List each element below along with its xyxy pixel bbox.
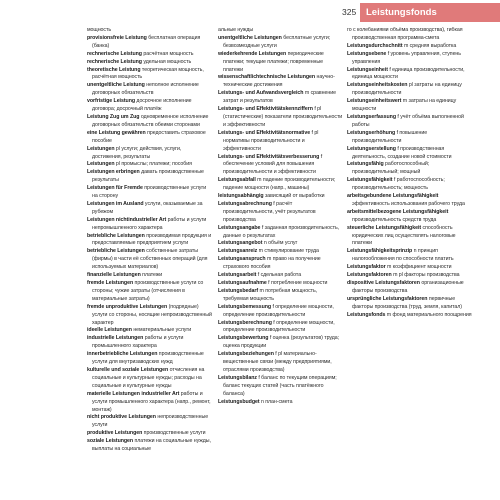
dictionary-entry [347,98,472,114]
headword: Leistungsdurchschnitt [347,42,403,49]
headword: Leistungserstellung [347,145,396,152]
translation: (подрядные) услуги со стороны, носящие непроизводственный характер [92,303,212,326]
headword: Leistungseinheit [347,66,388,73]
dictionary-entry [87,185,212,201]
headword: Leistungseinheitswert [347,98,402,105]
translation: m сравнение затрат и результатов [223,90,336,105]
headword: produktive Leistungen [87,430,143,437]
dictionary-entry [87,280,212,304]
dictionary-entry [87,351,212,367]
translation: f заданная производительность, данные о результатах [223,224,340,239]
translation: f баланс по текущим операциям; баланс текущих статей (часть платёжного баланса) [223,374,337,397]
headword: Leistungsabrechnung [218,200,272,207]
dictionary-entry [87,51,212,59]
translation: pl промыслы; платежи; пособия [114,161,192,168]
dictionary-entry [347,114,472,130]
headword: Leistungen für Fremde [87,185,143,192]
headword: Leistungsbudget [218,398,260,405]
translation: первичные факторы производства (труд, земля, капитал) [352,295,462,310]
dictionary-entry [218,351,343,375]
translation: f расчёт производительности, учёт результатов производства [223,200,316,223]
translation: pl услуги; действия, услуги, достижения, результаты [92,145,182,160]
translation: производственные услуги на сторону [92,185,207,200]
dictionary-entry [87,161,212,169]
headword: Leistungen [87,161,115,168]
translation: m падение производительности; падение мощности (напр., машины) [223,177,336,192]
dictionary-entry [218,225,343,241]
dictionary-entry [218,280,343,288]
headword: vorfristige Leistung [87,98,136,105]
translation: работы и услуги непромышленного характера [92,216,207,231]
translation: m право на получение страхового пособия [223,256,321,271]
translation: удельная мощность [141,58,192,65]
headword: soziale Leistungen [87,438,134,445]
headword: kulturelle und soziale Leistungen [87,366,169,373]
translation: f производственная деятельность, создание новой стоимости [352,145,452,160]
section-title-tab: Leistungsfonds [360,3,500,22]
headword: eine Leistung gewähren [87,129,146,136]
translation: производимая продукция и предоставляемые предприятием услуги [92,232,212,247]
translation: n объём услуг [262,240,298,247]
headword: nicht produktive Leistungen [87,414,156,421]
translation: одновременное исполнение договорных обязательств обеими сторонами [92,113,209,128]
dictionary-entry [218,130,343,154]
column-2 [218,27,343,497]
translation: бесплатные услуги; безвозмездные услуги [223,34,331,49]
dictionary-entry [218,90,343,106]
dictionary-entry [218,320,343,336]
translation: отчисления на социальные и культурные нужды; расходы на социальные и культурные нужды [92,366,205,389]
translation: производительность средств труда [352,216,437,223]
headword: Leistungsaufnahme [218,280,267,286]
dictionary-entry [87,169,212,185]
translation: f pl материально-вещественные связи (между предприятиями, отраслями производства) [223,351,332,373]
headword: Leistungsabfall [218,177,256,184]
dictionary-entry [347,51,472,67]
headword: ideelle Leistungen [87,327,132,334]
translation: производственные услуги со стороны; чужие затраты (отчисления в материальные затраты) [92,280,204,302]
dictionary-entry [87,367,212,391]
dictionary-entry [347,193,472,209]
translation: f единица производительности, единица мощности [352,66,465,81]
translation: зависящий от выработки [263,193,325,200]
dictionary-entry [87,438,212,454]
translation: способность юридических лиц осуществлять налоговые платежи [352,224,456,247]
dictionary-entry [347,43,472,51]
translation: периодические платежи; текущие платежи; повременные платежи [223,50,324,73]
page-number: 325 [342,7,357,17]
headword: Leistungsbemessung [218,303,272,310]
headword: unentgeltliche Leistungen [218,34,282,41]
translation: бесплатная операция (банка) [92,34,201,49]
translation: платежи [140,272,163,279]
headword: Leistungserhöhung [347,129,396,136]
dictionary-entry [218,240,343,248]
translation: досрочное исполнение договора; досрочный платёж [92,98,192,113]
translation: работы и услуги промышленного характера (напр., ремонт, монтаж) [92,390,211,413]
translation: производственные услуги для внутризаводских нужд [92,351,204,366]
headword: Leistungs- und Effektivitätsnormative [218,129,311,136]
headword: Leistungsberechnung [218,319,272,326]
headword: finanzielle Leistungen [87,272,141,279]
dictionary-entry [218,74,343,90]
translation: f повышение производительности [352,129,428,144]
dictionary-entry [218,288,343,304]
dictionary-entry [87,304,212,328]
headword: Leistung Zug um Zug [87,113,140,120]
translation: pl затраты на единицу производительности [352,82,462,97]
dictionary-entry [218,106,343,130]
dictionary-entry [218,193,343,201]
translation: услуги, оказываемые за рубежом [92,200,203,215]
headword: Leistungen nichtindustrieller Art [87,216,167,223]
headword: Leistungsangebot [218,240,263,247]
dictionary-entry [87,59,212,67]
dictionary-entry [218,304,343,320]
headword: leistungsabhängig [218,193,264,200]
dictionary-entry [218,201,343,225]
headword: Leistungsangabe [218,224,261,231]
dictionary-entry [218,399,343,407]
headword: arbeitsmittelbezogene Leistungsfähigkeit [347,208,449,215]
dictionary-entry [87,67,212,83]
translation: n принцип налогообложения по способности платить [352,248,454,263]
headword: Leistungsebene [347,50,387,57]
dictionary-entry [87,391,212,415]
dictionary-entry [347,296,472,312]
translation: предоставить страховое пособие [92,129,206,144]
headword: fremde unproduktive Leistungen [87,303,168,310]
translation: теоретическая мощность, расчётная мощность [92,66,204,81]
headword: Leistungsanreiz [218,248,258,255]
headword: innerbetriebliche Leistungen [87,351,158,358]
headword: Leistungsbeziehungen [218,351,274,358]
dictionary-entry [87,130,212,146]
translation: работы и услуги промышленного характера [92,335,184,350]
dictionary-entry [87,335,212,351]
headword: Leistungsfähigkeit [347,177,393,184]
dictionary-entry [218,177,343,193]
dictionary-entry [87,146,212,162]
headword: Leistungen erbringen [87,169,140,176]
dictionary-entry [347,177,472,193]
translation: го с колебаниями объёма производства), гибкая производственная программа-смета [347,27,463,41]
translation: расчётная мощность [141,50,194,57]
headword: Leistungsarbeit [218,272,257,279]
headword: Leistungsfähigkeitsprinzip [347,248,413,255]
dictionary-entry [347,209,472,225]
translation: f сдельная работа [256,272,302,279]
dictionary-entry [87,35,212,51]
dictionary-entry [218,335,343,351]
dictionary-entry [87,114,212,130]
dictionary-entry [218,272,343,280]
headword: wiederkehrende Leistungen [218,50,287,57]
dictionary-entry [347,161,472,177]
headword: provisionsfreie Leistung [87,34,147,41]
translation: m фонд материального поощрения [385,311,472,318]
headword: Leistungsfonds [347,311,386,318]
dictionary-entry [87,248,212,272]
dictionary-entry [87,27,212,35]
translation: f учёт объёма выполненной работы [352,113,464,128]
dictionary-entry [87,430,212,438]
translation: организационные факторы производства [352,280,464,294]
dictionary-entry [218,35,343,51]
dictionary-entry [218,248,343,256]
translation: f pl (статистические) показатели производительности и эффективности [223,106,343,128]
headword: materielle Leistungen industrieller Art [87,390,180,397]
dictionary-entry [87,217,212,233]
dictionary-entry [87,233,212,249]
translation: производственные услуги [142,430,206,437]
dictionary-entry [218,51,343,75]
translation: платежи на социальные нужды, выплаты на социальные [92,438,211,453]
dictionary-entry [218,27,343,35]
translation: f определение мощности, определение производительности [223,319,335,334]
translation: m затраты на единицу мощности [352,98,457,113]
headword: industrielle Leistungen [87,335,144,342]
dictionary-entry [87,272,212,280]
column-3 [347,27,472,497]
translation: мощность [87,27,112,33]
dictionary-entry [87,82,212,98]
headword: betriebliche Leistungen [87,248,145,255]
headword: rechnerische Leistung [87,50,142,57]
dictionary-entry [218,375,343,399]
headword: theoretische Leistung [87,66,141,73]
dictionary-entry [347,146,472,162]
translation: альные нужды [218,27,254,33]
translation: f потребление мощности [266,280,328,286]
dictionary-entry [347,27,472,43]
headword: Leistungen [87,145,115,152]
headword: arbeitsgebundene Leistungsfähigkeit [347,193,439,200]
page-header [0,0,500,24]
headword: Leistungsfaktor [347,264,386,271]
translation: научно-технические достижения [223,74,335,89]
dictionary-entry [347,225,472,249]
translation: m стимулирование труда [257,248,319,255]
dictionary-entry [347,67,472,83]
headword: rechnerische Leistung [87,58,142,65]
translation: m pl факторы производства [391,272,460,279]
translation: f уровень управления, ступень управления [352,50,461,65]
dictionary-entry [87,98,212,114]
translation: f определение мощности, определение производительности [223,303,334,318]
translation: эффективность использования рабочего труда [352,200,465,207]
dictionary-entry [347,248,472,264]
dictionary-entry [347,312,472,320]
dictionary-entry [87,327,212,335]
dictionary-entry [347,264,472,272]
headword: Leistungserfassung [347,113,396,120]
headword: steuerliche Leistungsfähigkeit [347,224,422,231]
translation: f pl нормативы производительности и эффективности [223,129,319,152]
translation: работоспособный; производительный; мощный [352,161,430,176]
headword: Leistungsfaktoren [347,272,392,279]
translation: f оценка (результатов) труда; оценка продукции [223,335,340,350]
headword: Leistungs- und Effektivitätskennziffern [218,106,313,113]
translation: m средняя выработка [402,42,457,49]
headword: Leistungsbewertung [218,335,269,342]
headword: wissenschaftlichtechnische Leistungen [218,74,316,81]
headword: Leistungs- und Aufwandsvergleich [218,90,304,97]
headword: Leistungseinheitskosten [347,82,408,89]
dictionary-entry [347,280,472,296]
translation: нематериальные услуги [131,327,192,334]
dictionary-entry [347,130,472,146]
translation: m коэффициент мощности [385,264,452,271]
headword: unentgeltliche Leistung [87,82,145,89]
headword: ursprüngliche Leistungsfaktoren [347,295,428,302]
headword: betriebliche Leistungen [87,232,145,239]
dictionary-entry [87,414,212,430]
headword: Leistungsbilanz [218,374,257,381]
headword: Leistungs- und Effektivitätsverbesserung [218,153,320,160]
headword: fremde Leistungen [87,280,134,286]
translation: непроизводственные услуги [92,414,209,429]
headword: dispositive Leistungsfaktoren [347,280,420,286]
headword: Leistungsbedarf [218,287,259,294]
dictionary-entry [87,201,212,217]
headword: Leistungsfähig [347,161,384,168]
headword: Leistungsanspruch [218,256,266,263]
translation: f обеспечение условий для повышения производительности и эффективности [223,153,323,176]
dictionary-entry [218,256,343,272]
headword: Leistungen im Ausland [87,200,144,207]
dictionary-entry [347,82,472,98]
translation: неполное исполнение договорных обязательств [92,82,199,97]
translation: собственные затраты (фирмы) в части её собственных операций (для используемых материалов) [92,248,208,271]
translation: давать производственные результаты [92,169,204,184]
dictionary-entry [218,154,343,178]
dictionary-entry [347,272,472,280]
translation: f работоспособность; производительность; мощность [352,177,445,192]
column-1 [87,27,212,497]
translation: n план-смета [259,398,293,405]
translation: m потребная мощность, требуемая мощность [223,287,318,302]
